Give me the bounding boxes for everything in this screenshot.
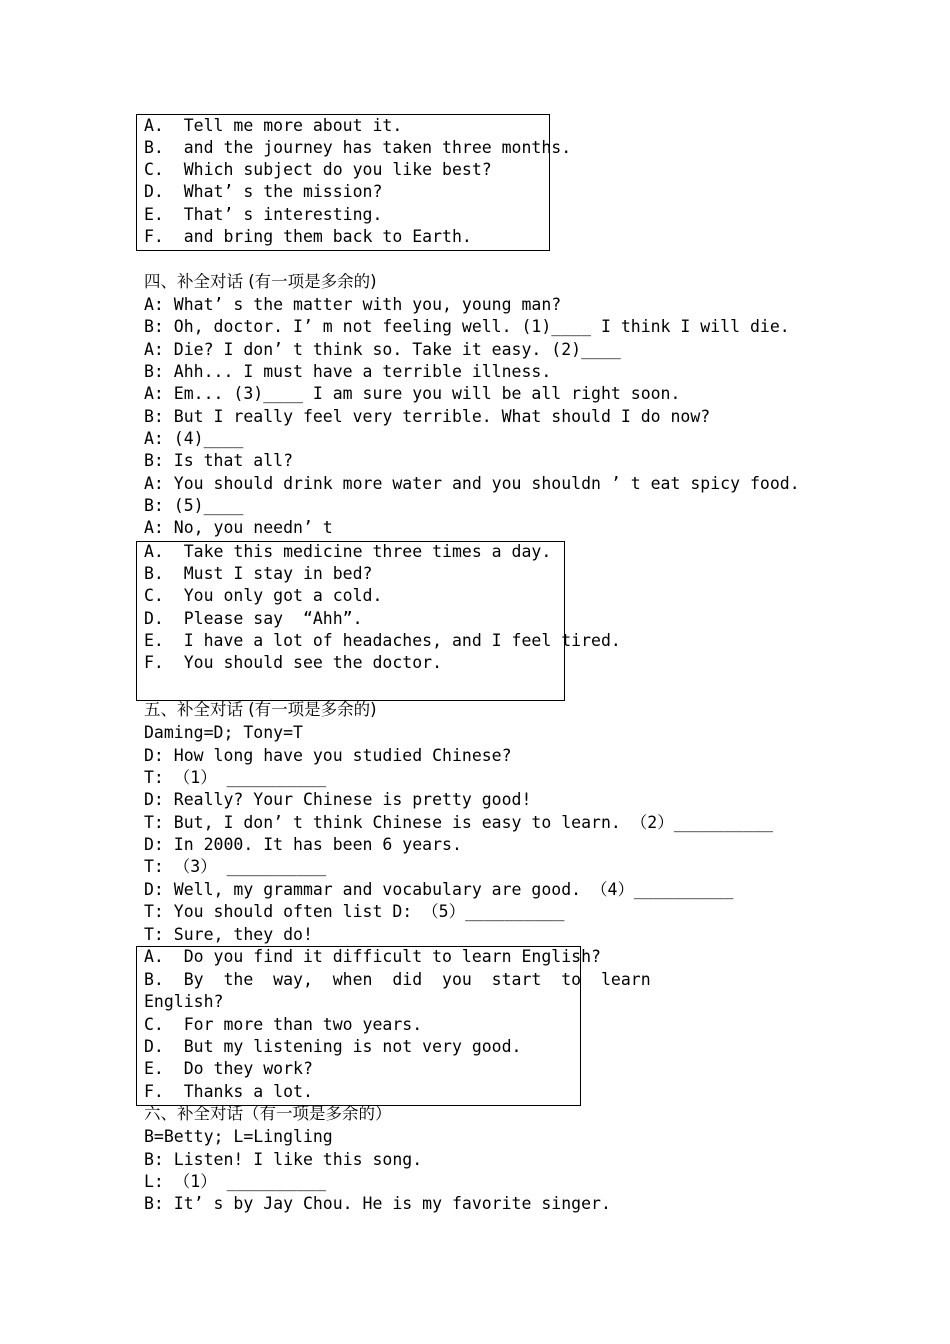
section-4-title: 四、补全对话 (有一项是多余的)	[144, 272, 377, 291]
option-line: F. You should see the doctor.	[144, 653, 443, 672]
option-line: A. Do you find it difficult to learn English?	[144, 947, 601, 966]
option-line: A. Take this medicine three times a day.	[144, 542, 552, 561]
dialogue-line: A: No, you needn’ t	[144, 518, 333, 537]
option-line: B. Must I stay in bed?	[144, 564, 373, 583]
dialogue-line: D: In 2000. It has been 6 years.	[144, 835, 462, 854]
option-line: E. I have a lot of headaches, and I feel tired.	[144, 631, 621, 650]
option-line: C. For more than two years.	[144, 1015, 423, 1034]
option-line: C. You only got a cold.	[144, 586, 383, 605]
option-line: D. What’ s the mission?	[144, 182, 383, 201]
dialogue-line: B: It’ s by Jay Chou. He is my favorite singer.	[144, 1194, 611, 1213]
option-line: A. Tell me more about it.	[144, 116, 403, 135]
option-line: D. Please say “Ahh”.	[144, 609, 363, 628]
option-line: B. and the journey has taken three months.	[144, 138, 572, 157]
dialogue-line: A: What’ s the matter with you, young man?	[144, 295, 562, 314]
dialogue-line: D: Well, my grammar and vocabulary are good. （4）__________	[144, 880, 734, 899]
section-5-title: 五、补全对话 (有一项是多余的)	[144, 700, 377, 719]
option-line: English?	[144, 992, 224, 1011]
dialogue-line: B=Betty; L=Lingling	[144, 1127, 333, 1146]
dialogue-line: B: Is that all?	[144, 451, 294, 470]
option-line: E. That’ s interesting.	[144, 205, 383, 224]
dialogue-line: B: Listen! I like this song.	[144, 1150, 423, 1169]
dialogue-line: T: （1） __________	[144, 768, 327, 787]
dialogue-line: A: (4)____	[144, 429, 244, 448]
dialogue-line: T: You should often list D: （5）__________	[144, 902, 565, 921]
section-6-title: 六、补全对话（有一项是多余的）	[144, 1104, 392, 1123]
option-line: F. Thanks a lot.	[144, 1082, 313, 1101]
dialogue-line: Daming=D; Tony=T	[144, 723, 303, 742]
option-line: D. But my listening is not very good.	[144, 1037, 522, 1056]
dialogue-line: B: But I really feel very terrible. What should I do now?	[144, 407, 711, 426]
dialogue-line: A: Die? I don’ t think so. Take it easy. (2)____	[144, 340, 621, 359]
dialogue-line: D: How long have you studied Chinese?	[144, 746, 512, 765]
dialogue-line: T: But, I don’ t think Chinese is easy to learn. （2）__________	[144, 813, 774, 832]
dialogue-line: T: Sure, they do!	[144, 925, 313, 944]
option-line: E. Do they work?	[144, 1059, 313, 1078]
dialogue-line: A: You should drink more water and you shouldn ’ t eat spicy food.	[144, 474, 800, 493]
option-line: B. By the way, when did you start to learn	[144, 970, 651, 989]
option-line: F. and bring them back to Earth.	[144, 227, 472, 246]
dialogue-line: B: Oh, doctor. I’ m not feeling well. (1)____ I think I will die.	[144, 317, 790, 336]
dialogue-line: A: Em... (3)____ I am sure you will be all right soon.	[144, 384, 681, 403]
dialogue-line: B: Ahh... I must have a terrible illness.	[144, 362, 552, 381]
dialogue-line: T: （3） __________	[144, 857, 327, 876]
dialogue-line: D: Really? Your Chinese is pretty good!	[144, 790, 532, 809]
option-line: C. Which subject do you like best?	[144, 160, 492, 179]
dialogue-line: B: (5)____	[144, 496, 244, 515]
dialogue-line: L: （1） __________	[144, 1172, 327, 1191]
